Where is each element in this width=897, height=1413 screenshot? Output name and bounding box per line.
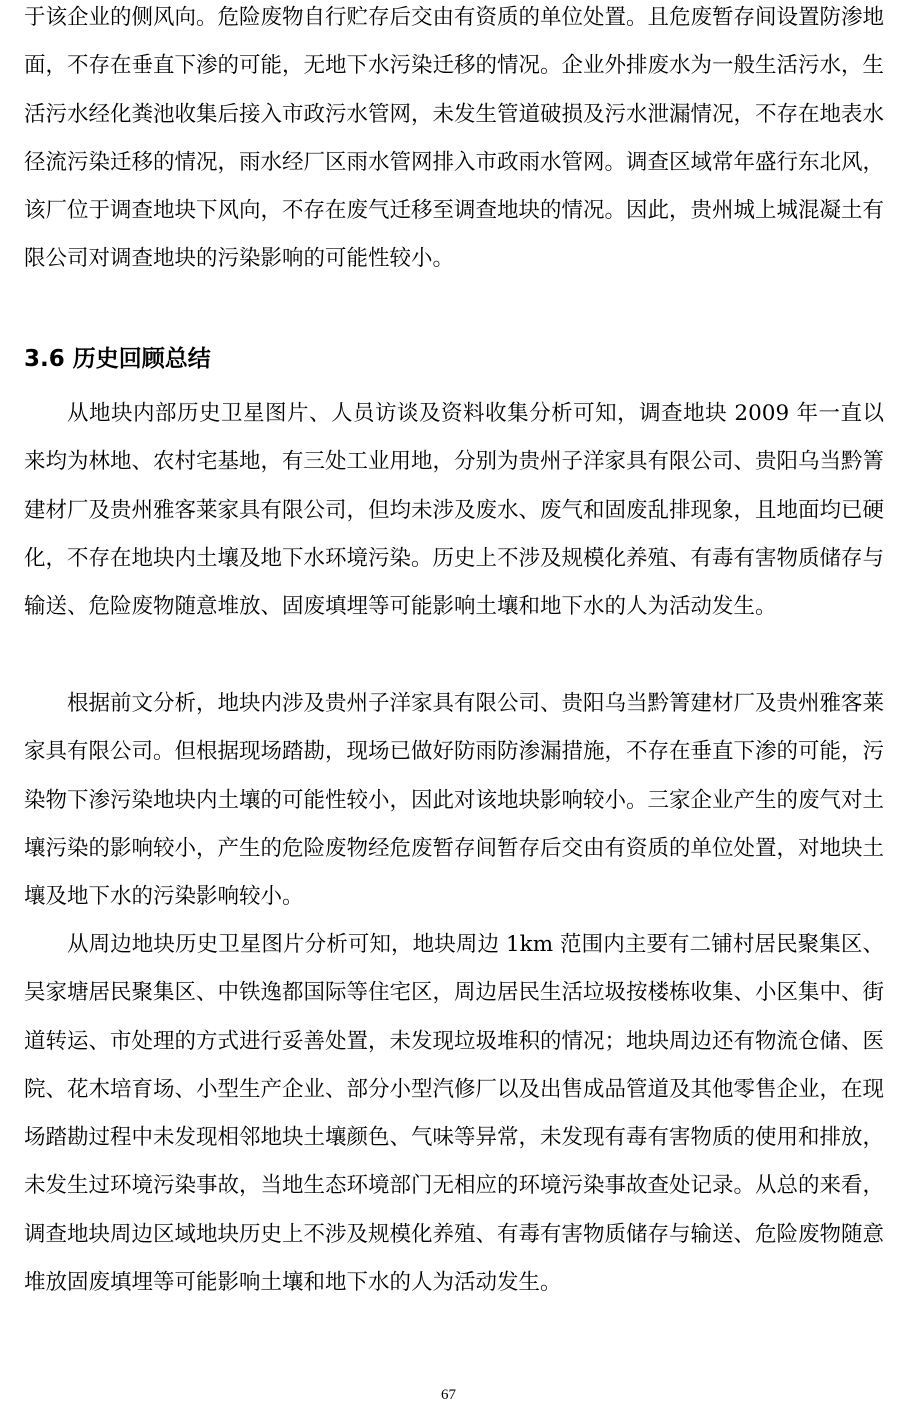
paragraph-history-summary: 从地块内部历史卫星图片、人员访谈及资料收集分析可知，调查地块 2009 年一直以来均为林地、农村宅基地，有三处工业用地，分别为贵州子洋家具有限公司、贵阳乌当黔箐建材厂及贵州雅客莱家具有限公司，但均未涉及废水、废气和固废乱排现象，且地面均已硬化，不存在地块内土壤及地下水环境污染。历史上不涉及规模化养殖、有毒有害物质储存与输送、危险废物随意堆放、固废填埋等可能影响土壤和地下水的人为活动发生。 <box>24 401 885 620</box>
section-heading: 3.6 历史回顾总结 <box>24 346 211 372</box>
page-number: 67 <box>441 1387 456 1403</box>
paragraph-continued: 于该企业的侧风向。危险废物自行贮存后交由有资质的单位处置。且危废暂存间设置防渗地面，不存在垂直下渗的可能，无地下水污染迁移的情况。企业外排废水为一般生活污水，生活污水经化粪池收集后接入市政污水管网，未发生管道破损及污水泄漏情况，不存在地表水径流污染迁移的情况，雨水经厂区雨水管网排入市政雨水管网。调查区域常年盛行东北风，该厂位于调查地块下风向，不存在废气迁移至调查地块的情况。因此，贵州城上城混凝土有限公司对调查地块的污染影响的可能性较小。 <box>24 5 885 272</box>
paragraph-surrounding-analysis: 从周边地块历史卫星图片分析可知，地块周边 1km 范围内主要有二铺村居民聚集区、吴家塘居民聚集区、中铁逸都国际等住宅区，周边居民生活垃圾按楼栋收集、小区集中、街道转运、市处理的方式进行妥善处置，未发现垃圾堆积的情况；地块周边还有物流仓储、医院、花木培育场、小型生产企业、部分小型汽修厂以及出售成品管道及其他零售企业，在现场踏勘过程中未发现相邻地块土壤颜色、气味等异常，未发现有毒有害物质的使用和排放，未发生过环境污染事故，当地生态环境部门无相应的环境污染事故查处记录。从总的来看，调查地块周边区域地块历史上不涉及规模化养殖、有毒有害物质储存与输送、危险废物随意堆放固废填埋等可能影响土壤和地下水的人为活动发生。 <box>24 932 885 1296</box>
paragraph-site-analysis: 根据前文分析，地块内涉及贵州子洋家具有限公司、贵阳乌当黔箐建材厂及贵州雅客莱家具有限公司。但根据现场踏勘，现场已做好防雨防渗漏措施，不存在垂直下渗的可能，污染物下渗污染地块内土壤的可能性较小，因此对该地块影响较小。三家企业产生的废气对土壤污染的影响较小，产生的危险废物经危废暂存间暂存后交由有资质的单位处置，对地块土壤及地下水的污染影响较小。 <box>24 691 885 910</box>
